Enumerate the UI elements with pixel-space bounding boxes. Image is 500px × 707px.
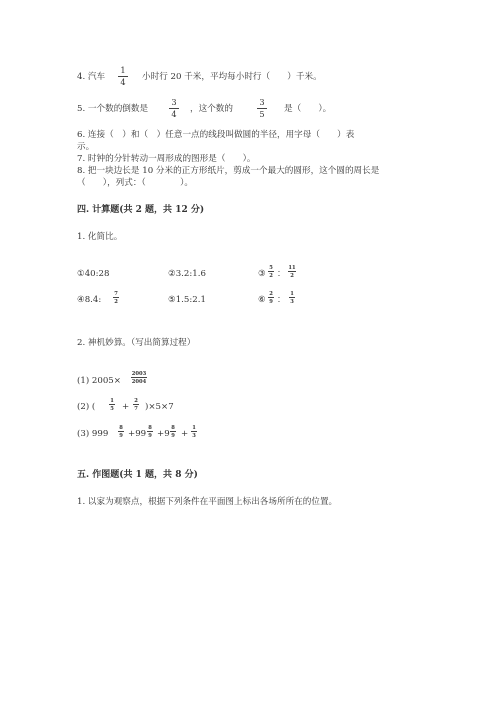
expr-1-prefix: (1) 2005× [77,376,121,386]
ratio-f-separator: ： [277,295,286,305]
q6-line-2: 示。 [77,142,95,152]
q5-suffix: 是（ ）。 [284,104,332,114]
expr-3-term-3: +9 [157,429,170,439]
q5-fraction-1 [169,97,179,119]
ratio-c-separator: ： [277,269,286,279]
expr-3-fraction-1-denominator: 9 [119,432,123,439]
expr-1-fraction-numerator: 2003 [131,371,147,377]
ratio-d-fraction-numerator: 7 [114,291,118,297]
ratio-f-fraction-1-numerator: 2 [269,291,273,297]
q4-fraction [118,65,128,87]
expr-2-suffix: )×5×7 [145,402,174,412]
ratio-c-fraction-1-numerator: 5 [269,265,273,271]
expr-2-fraction-1 [109,398,115,412]
expr-3-fraction-3-numerator: 8 [171,425,175,431]
expr-2-fraction-2-denominator: 7 [134,405,138,412]
ratio-c-fraction-2 [288,265,296,279]
expr-3-fraction-3-denominator: 9 [171,432,175,439]
expr-3-fraction-4 [191,425,197,439]
expr-1-fraction [131,371,147,385]
ratio-c-fraction-2-numerator: 11 [288,265,296,271]
section-4-title: 四. 计算题(共 2 题，共 12 分) [77,205,205,215]
ratio-f-fraction-2 [289,291,295,305]
ratio-c-fraction-1 [268,265,274,279]
q5-fraction-2 [257,97,267,119]
expr-2-fraction-2-numerator: 2 [134,398,138,404]
expr-2-prefix: (2) ( [77,402,96,412]
ratio-c-fraction-2-denominator: 2 [290,272,294,279]
section-5-title: 五. 作图题(共 1 题，共 8 分) [77,470,198,480]
q5-fraction-1-numerator: 3 [171,97,177,107]
expr-2-plus: + [122,402,130,412]
ratio-f-fraction-2-denominator: 3 [290,298,294,305]
ratio-b: ②3.2:1.6 [168,269,206,279]
expr-2-fraction-1-denominator: 5 [110,405,114,412]
draw-1-text: 1. 以家为观察点，根据下列条件在平面图上标出各场所所在的位置。 [77,497,338,507]
q5-prefix: 5. 一个数的倒数是 [77,104,149,114]
expr-3-term-2: +99 [128,429,147,439]
expr-1-fraction-denominator: 2004 [131,378,147,385]
q8-line-1: 8. 把一块边长是 10 分米的正方形纸片，剪成一个最大的圆形，这个圆的周长是 [77,166,380,176]
q8-line-2: （ ），列式：（ ）。 [77,178,194,188]
expr-3-fraction-2-numerator: 8 [148,425,152,431]
calc-2-title: 2. 神机妙算。（写出简算过程） [77,338,196,348]
ratio-c-fraction-1-denominator: 2 [269,272,273,279]
expr-3-fraction-4-denominator: 3 [192,432,196,439]
ratio-d-prefix: ④8.4: [77,295,102,305]
calc-1-title: 1. 化简比。 [77,232,123,242]
expr-3-prefix: (3) 999 [77,429,109,439]
q5-middle: ，这个数的 [190,104,233,114]
ratio-e: ⑤1.5:2.1 [168,295,206,305]
expr-3-fraction-2 [147,425,153,439]
q5-fraction-1-denominator: 4 [171,109,177,119]
ratio-d-fraction-denominator: 2 [114,298,118,305]
ratio-f-prefix: ⑥ [258,295,266,305]
expr-3-fraction-1 [118,425,124,439]
ratio-f-fraction-1 [268,291,274,305]
expr-3-fraction-1-numerator: 8 [119,425,123,431]
q5-fraction-2-numerator: 3 [259,97,265,107]
ratio-c-prefix: ③ [258,269,266,279]
ratio-d-fraction [113,291,119,305]
ratio-a: ①40:28 [77,269,110,279]
q4-prefix: 4. 汽车 [77,72,106,82]
q4-fraction-denominator: 4 [120,77,126,87]
ratio-f-fraction-1-denominator: 9 [269,298,273,305]
expr-3-fraction-4-numerator: 1 [192,425,196,431]
expr-3-fraction-3 [170,425,176,439]
ratio-f-fraction-2-numerator: 1 [290,291,294,297]
q4-suffix: 小时行 20 千米，平均每小时行（ ）千米。 [142,72,322,82]
q4-fraction-numerator: 1 [120,65,126,75]
q6-line-1: 6. 连接（ ）和（ ）任意一点的线段叫做圆的半径，用字母（ ）表 [77,130,355,140]
expr-2-fraction-2 [133,398,139,412]
expr-3-plus: + [181,429,189,439]
expr-2-fraction-1-numerator: 1 [110,398,114,404]
expr-3-fraction-2-denominator: 9 [148,432,152,439]
q7-text: 7. 时钟的分针转动一周形成的图形是（ ）。 [77,154,256,164]
q5-fraction-2-denominator: 5 [259,109,265,119]
